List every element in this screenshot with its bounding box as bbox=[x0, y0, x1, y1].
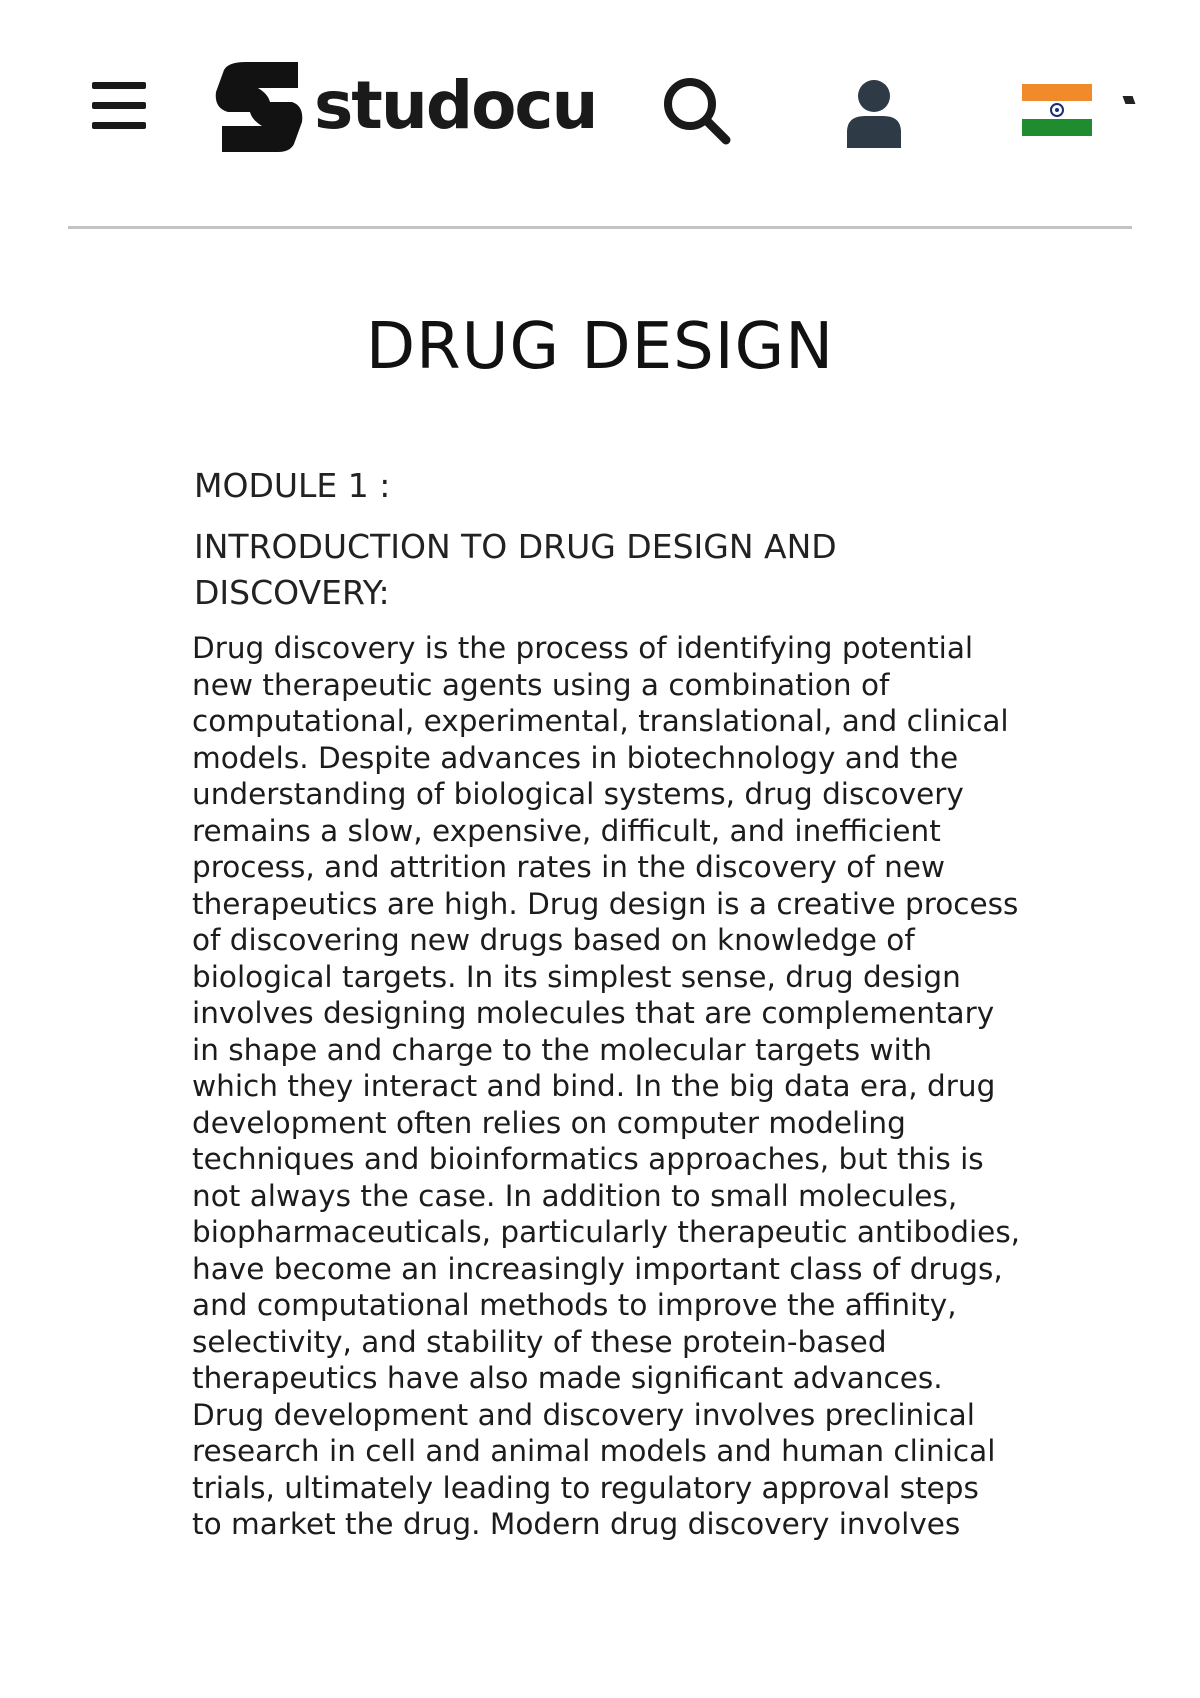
section-heading-line-1: INTRODUCTION TO DRUG DESIGN AND bbox=[194, 527, 837, 566]
user-icon bbox=[843, 78, 905, 148]
search-button[interactable] bbox=[660, 74, 732, 146]
country-selector[interactable] bbox=[1022, 84, 1092, 136]
studocu-logo-icon bbox=[208, 56, 308, 156]
user-account-button[interactable] bbox=[843, 78, 905, 148]
module-heading: MODULE 1 : bbox=[194, 466, 391, 505]
india-flag-icon bbox=[1022, 84, 1092, 136]
chevron-icon[interactable] bbox=[1123, 96, 1136, 104]
section-heading bbox=[194, 524, 954, 616]
studocu-logo[interactable] bbox=[208, 56, 597, 156]
search-icon bbox=[660, 74, 732, 146]
hamburger-menu-icon[interactable] bbox=[92, 82, 150, 132]
logo-wordmark: studocu bbox=[314, 67, 597, 144]
document-body-paragraph: Drug discovery is the process of identifying potential new therapeutic agents using a combination of computational, experimental, translational, and clinical models. Despite advances in biotechnology and the understanding of biological systems, drug discovery remains a slow, expensive, difficult, and inefficient process, and attrition rates in the discovery of new therapeutics are high. Drug design is a creative process of discovering new drugs based on knowledge of biological targets. In its simplest sense, drug design involves designing molecules that are complementary in shape and charge to the molecular targets with which they interact and bind. In the big data era, drug development often relies on computer modeling techniques and bioinformatics approaches, but this is not always the case. In addition to small molecules, biopharmaceuticals, particularly therapeutic antibodies, have become an increasingly important class of drugs, and computational methods to improve the affinity, selectivity, and stability of these protein-based therapeutics have also made significant advances. Drug development and discovery involves preclinical research in cell and animal models and human clinical trials, ultimately leading to regulatory approval steps to market the drug. Modern drug discovery involves bbox=[192, 631, 1021, 1541]
document-title: DRUG DESIGN bbox=[365, 310, 835, 384]
section-heading-line-2: DISCOVERY: bbox=[194, 573, 390, 612]
header-divider bbox=[68, 226, 1132, 229]
top-navigation-bar bbox=[0, 0, 1200, 230]
